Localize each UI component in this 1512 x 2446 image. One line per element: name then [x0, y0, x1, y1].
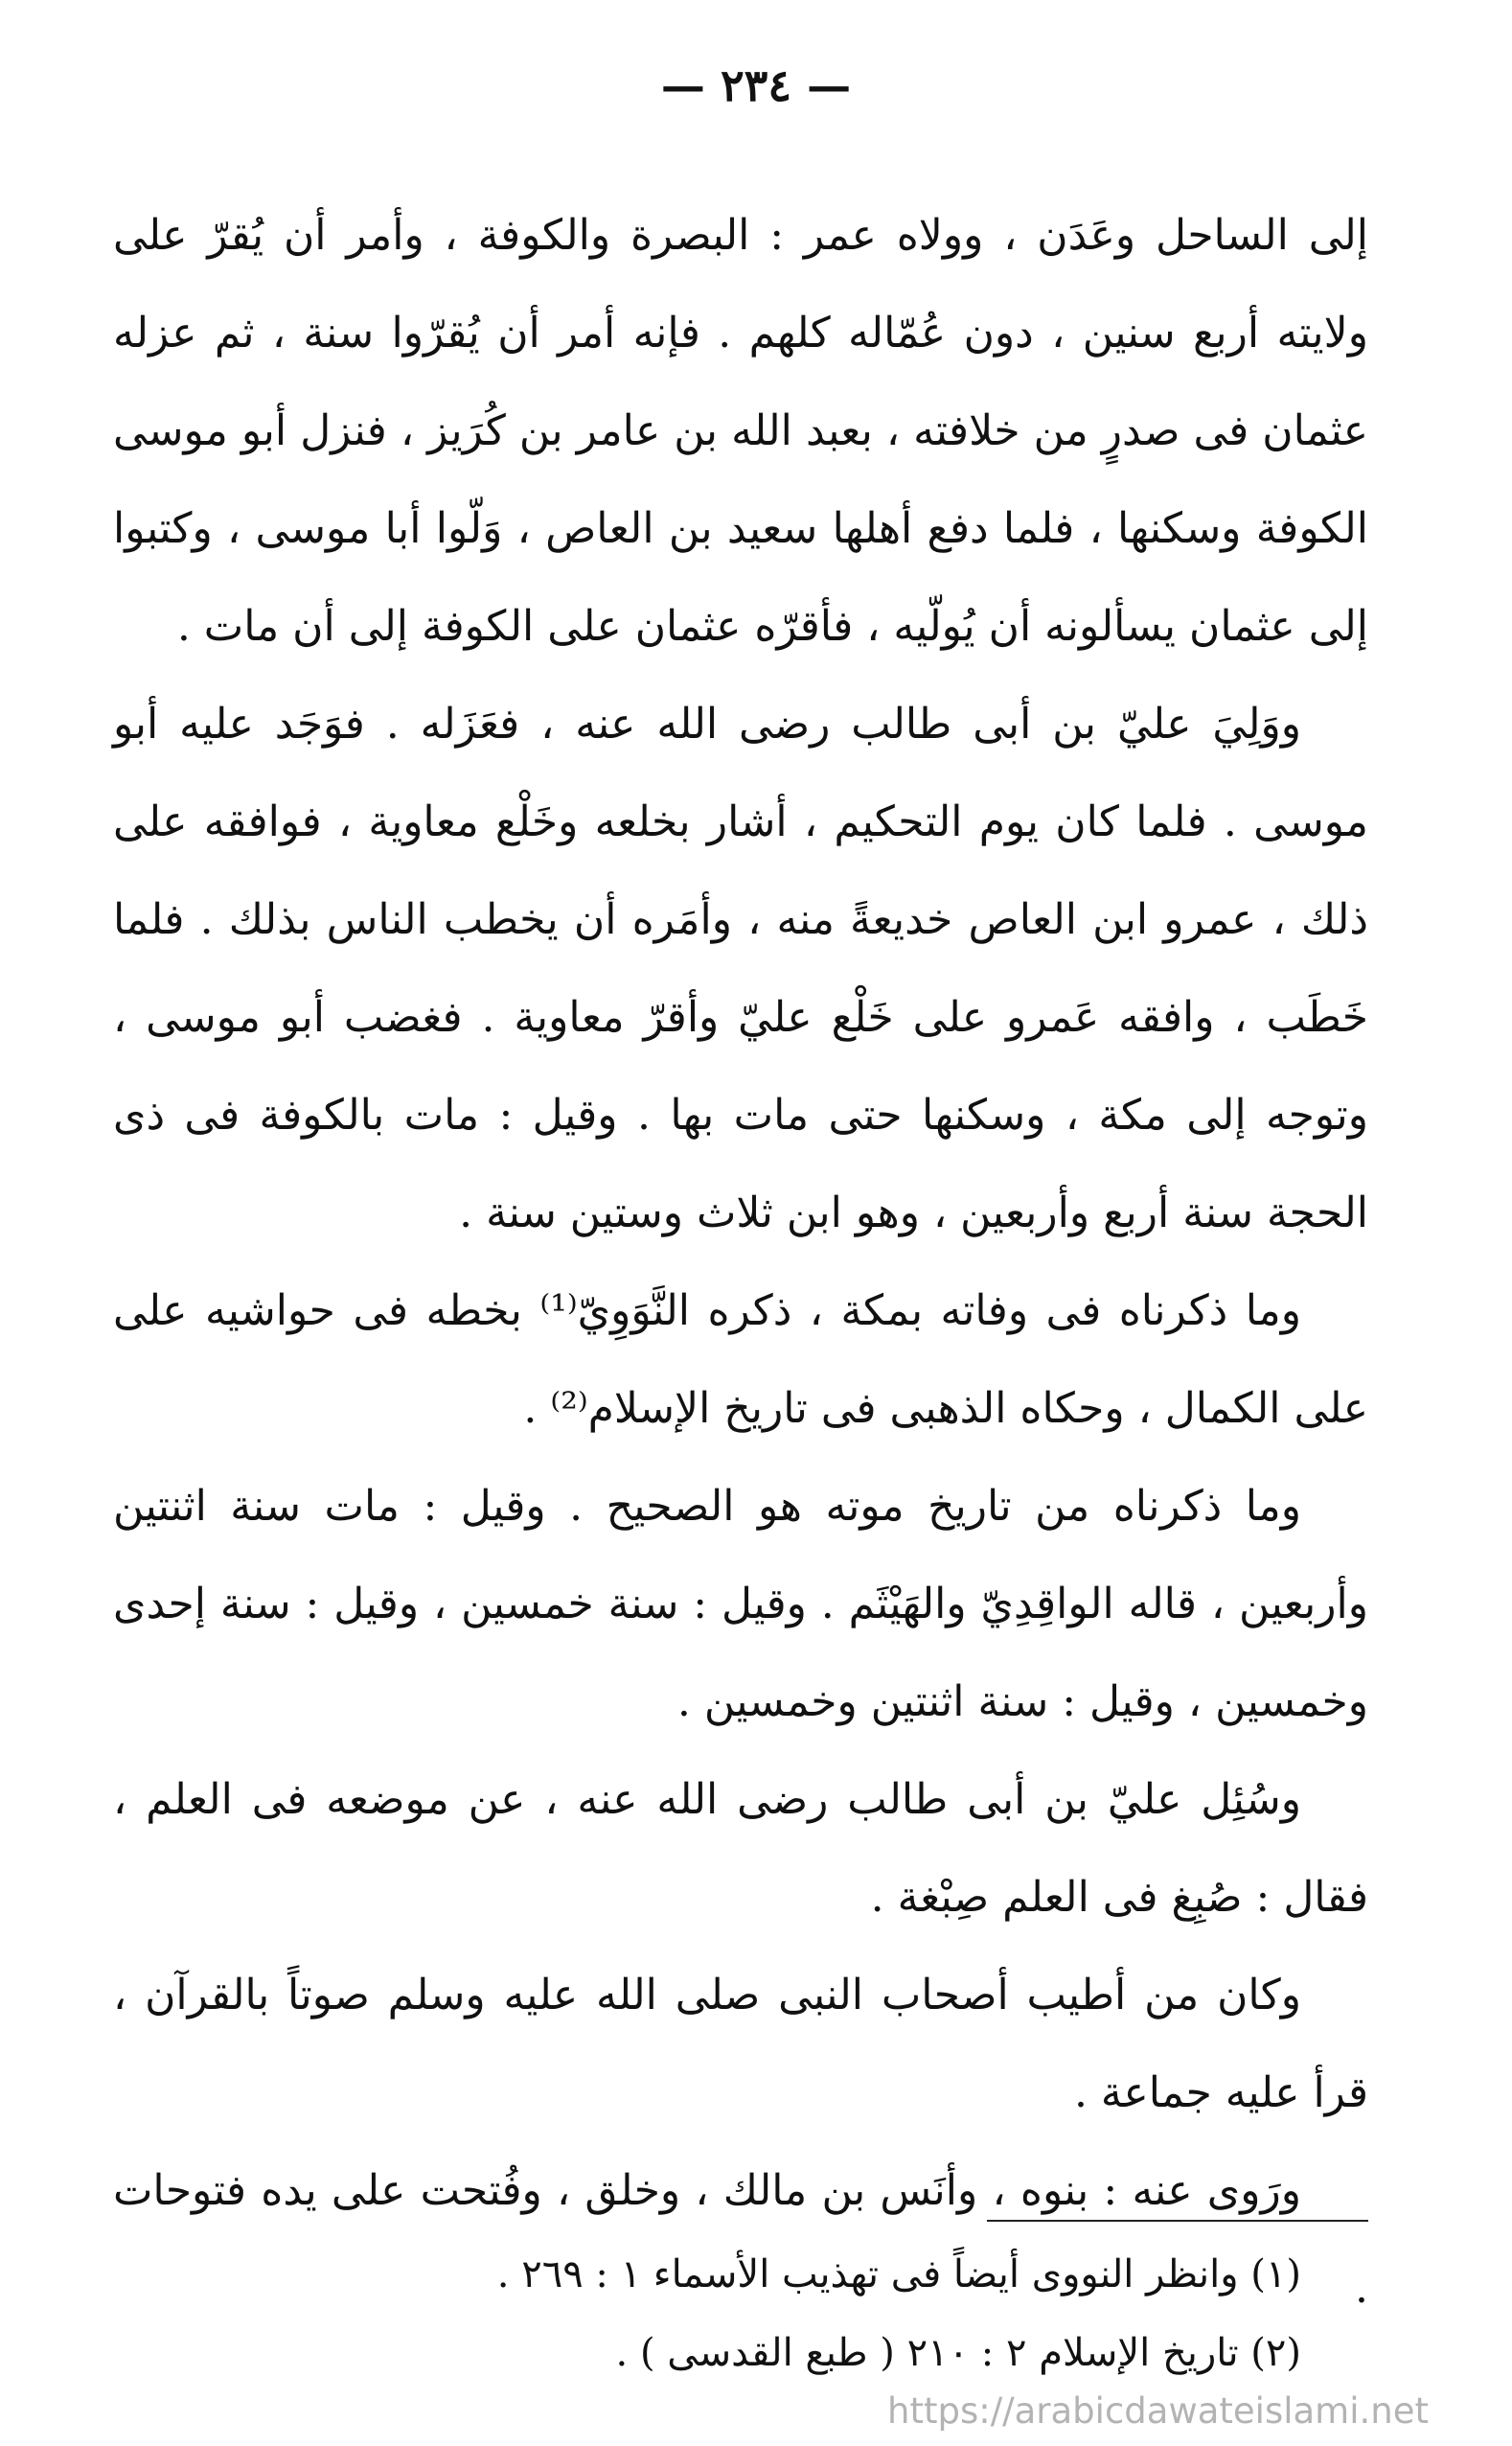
- page-number: — ٢٣٤ —: [660, 59, 852, 111]
- paragraph: ووَلِيَ عليّ بن أبى طالب رضى الله عنه ، فعَزَله . فوَجَد عليه أبو موسى . فلما كان يوم التحكيم ، أشار بخلعه وخَلْع معاوية ، فوافقه على ذلك ، عمرو ابن العاص خديعةً منه ، وأمَره أن يخطب الناس بذلك . فلما خَطَب ، وافقه عَمرو على خَلْع عليّ وأقرّ معاوية . فغضب أبو موسى ، وتوجه إلى مكة ، وسكنها حتى مات بها . وقيل : مات بالكوفة فى ذى الحجة سنة أربع وأربعين ، وهو ابن ثلاث وستين سنة .: [113, 700, 1368, 1237]
- watermark-url: https://arabicdawateislami.net: [887, 2390, 1429, 2432]
- footnote: (٢) تاريخ الإسلام ٢ : ٢١٠ ( طبع القدسى ) .: [615, 2331, 1301, 2375]
- footnote-divider: [987, 2220, 1368, 2222]
- paragraph: وكان من أطيب أصحاب النبى صلى الله عليه وسلم صوتاً بالقرآن ، قرأ عليه جماعة .: [113, 1971, 1368, 2117]
- paragraph: ورَوى عنه : بنوه ، وأنَس بن مالك ، وخلق ، وفُتحت على يده فتوحات .: [113, 2166, 1368, 2313]
- page-body: [113, 187, 1368, 2338]
- paragraph: إلى الساحل وعَدَن ، وولاه عمر : البصرة والكوفة ، وأمر أن يُقرّ على ولايته أربع سنين ، دون عُمّاله كلهم . فإنه أمر أن يُقرّوا سنة ، ثم عزله عثمان فى صدرٍ من خلافته ، بعبد الله بن عامر بن كُرَيز ، فنزل أبو موسى الكوفة وسكنها ، فلما دفع أهلها سعيد بن العاص ، وَلّوا أبا موسى ، وكتبوا إلى عثمان يسألونه أن يُولّيه ، فأقرّه عثمان على الكوفة إلى أن مات .: [113, 211, 1368, 651]
- footnotes: [113, 2235, 1301, 2392]
- paragraph: وسُئِل عليّ بن أبى طالب رضى الله عنه ، عن موضعه فى العلم ، فقال : صُبِغ فى العلم صِبْغة .: [113, 1775, 1368, 1922]
- paragraph: وما ذكرناه فى وفاته بمكة ، ذكره النَّوَوِيّ⁽¹⁾ بخطه فى حواشيه على على الكمال ، وحكاه الذهبى فى تاريخ الإسلام⁽²⁾ .: [113, 1286, 1368, 1433]
- footnote: (١) وانظر النووى أيضاً فى تهذيب الأسماء ١ : ٢٦٩ .: [496, 2252, 1301, 2296]
- paragraph: وما ذكرناه من تاريخ موته هو الصحيح . وقيل : مات سنة اثنتين وأربعين ، قاله الواقِدِيّ والهَيْثَم . وقيل : سنة خمسين ، وقيل : سنة إحدى وخمسين ، وقيل : سنة اثنتين وخمسين .: [113, 1482, 1368, 1726]
